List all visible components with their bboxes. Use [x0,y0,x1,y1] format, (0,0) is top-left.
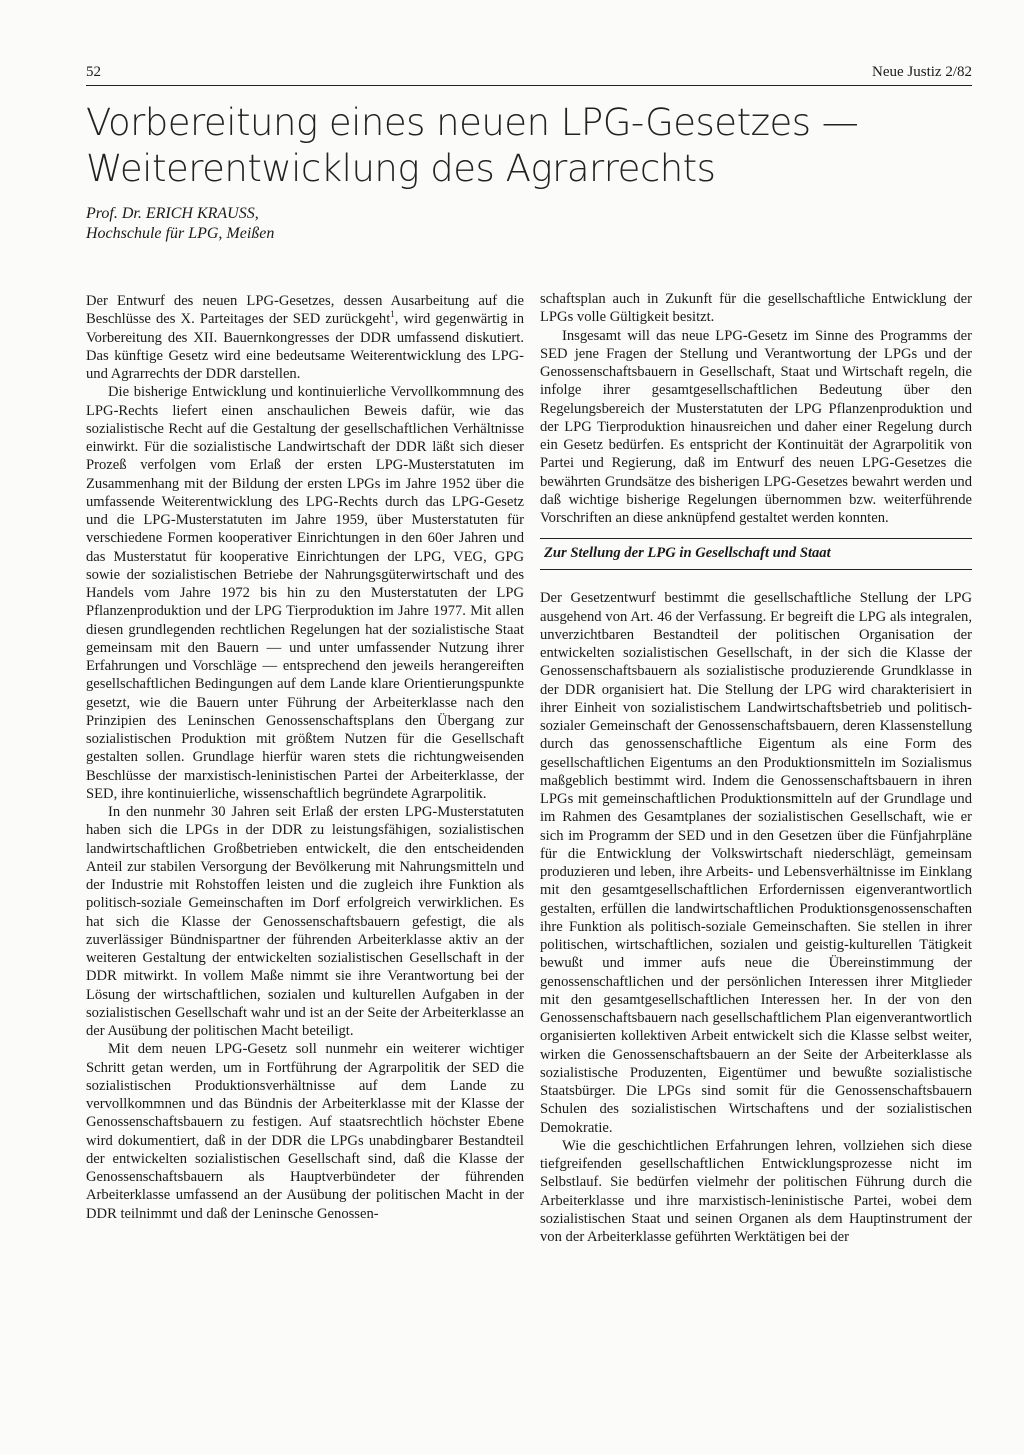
paragraph [86,292,524,383]
page-number: 52 [86,64,101,80]
author-affiliation: Hochschule für LPG, Meißen [86,225,275,242]
left-column [86,292,524,1223]
right-column [540,290,972,1246]
section-heading-block [540,538,972,570]
paragraph: Mit dem neuen LPG-Gesetz soll nunmehr ein weiterer wichtiger Schritt getan werden, um in Fortführung der Agrarpolitik der SED die sozialistischen Produktionsverhältnisse auf dem Lande zu vervollkommnen und das Bündnis der Arbeiterklasse mit der Klasse der Genossenschaftsbauern zu festigen. Auf staatsrechtlich höchster Ebene wird dokumentiert, daß in der DDR die LPGs unabdingbarer Bestandteil der entwickelten sozialistischen Gesellschaft sind, daß die Klasse der Genossenschaftsbauern als Hauptverbündeter der führenden Arbeiterklasse umfassend an der Ausübung der politischen Macht in der DDR teilnimmt und daß der Leninsche Genossen- [86,1041,524,1222]
author-block [86,204,586,244]
paragraph: Der Gesetzentwurf bestimmt die gesellschaftliche Stellung der LPG ausgehend von Art. 46 der Verfassung. Er begreift die LPG als integralen, unverzichtbaren Bestandteil der politischen Organisation der entwickelten sozialistischen Gesellschaft, in der sich die Klasse der Genossenschaftsbauern als sozialistische produzierende Grundklasse in der DDR organisiert hat. Die Stellung der LPG wird charakterisiert in ihrer Einheit von sozialistischem Landwirtschaftsbetrieb und politisch-sozialer Gemeinschaft der Genossenschaftsbauern, deren Klassenstellung durch das genossenschaftliche Eigentum als eine Form des gesellschaftlichen Eigentums an den Produktionsmitteln im Sozialismus maßgeblich bestimmt wird. Indem die Genossenschaftsbauern in ihren LPGs mit gemeinschaftlichen Produktionsmitteln auf der Grundlage und im Rahmen des Gesamtplanes der sozialistischen Gesellschaft, wie er sich im Programm der SED und in den Gesetzen über die Fünfjahrpläne für die Entwicklung der Volkswirtschaft niederschlägt, gemeinsam produzieren und leben, ihre Arbeits- und Lebensverhältnisse im Einklang mit den gesamtgesellschaftlichen Erfordernissen eigenverantwortlich gestalten, erfüllen die landwirtschaftlichen Produktionsgenossenschaften ihre Funktion als politisch-soziale Gemeinschaften. Sie stellen in ihrer politischen, wirtschaftlichen, sozialen und geistig-kulturellen Tätigkeit bewußt und immer aufs neue die Übereinstimmung der genossenschaftlichen und der persönlichen Interessen ihrer Mitglieder mit den gesamtgesellschaftlichen Interessen her. In der von den Genossenschaftsbauern nach gesellschaftlichem Plan eigenverantwortlich organisierten kollektiven Arbeit entwickelt sich die Klasse selbst weiter, wirken die Genossenschaftsbauern an der Seite der Arbeiterklasse als sozialistische Produzenten, Eigentümer und bewußte sozialistische Staatsbürger. Die LPGs sind somit für die Genossenschaftsbauern Schulen des sozialistischen Wirtschaftens und der sozialistischen Demokratie. [540,590,972,1136]
paragraph: Die bisherige Entwicklung und kontinuierliche Vervollkommnung des LPG-Rechts liefert einen anschaulichen Beweis dafür, wie das sozialistische Recht auf die Gestaltung der gesellschaftlichen Verhältnisse einwirkt. Für die sozialistische Landwirtschaft der DDR läßt sich dieser Prozeß verfolgen vom Erlaß der ersten LPG-Musterstatuten im Zusammenhang mit der Bildung der ersten LPGs im Jahre 1952 über die umfassende Weiterentwicklung des LPG-Rechts durch das LPG-Gesetz und die LPG-Musterstatuten im Jahre 1959, über Musterstatuten für verschiedene Formen kooperativer Einrichtungen in den 60er Jahren und das Musterstatut für kooperative Einrichtungen der LPG, VEG, GPG sowie der sozialistischen Betriebe der Nahrungsgüterwirtschaft und des Handels vom Jahre 1972 bis hin zu den Musterstatuten der LPG Pflanzenproduktion und der LPG Tierproduktion im Jahre 1977. Mit allen diesen grundlegenden rechtlichen Regelungen hat der sozialistische Staat gemeinsam mit den Bauern — und unter umfassender Nutzung ihrer Erfahrungen und Vorschläge — entsprechend den jeweils herangereiften gesellschaftlichen Bedingungen auf dem Lande klare Orientierungspunkte gesetzt, wie die Bauern unter Führung der Arbeiterklasse nach den Prinzipien des Leninschen Genossenschaftsplans den Übergang zur sozialistischen Produktion mit größtem Nutzen für die Gesellschaft gestalten sollen. Grundlage hierfür waren stets die richtungweisenden Beschlüsse der marxistisch-leninistischen Partei der Arbeiterklasse, der SED, ihre kontinuierliche, wissenschaftlich begründete Agrarpolitik. [86,384,524,802]
author-name: Prof. Dr. ERICH KRAUSS, [86,205,259,222]
title-line-2: Weiterentwicklung des Agrarrechts [86,147,716,190]
paragraph: In den nunmehr 30 Jahren seit Erlaß der ersten LPG-Musterstatuten haben sich die LPGs in der DDR zu leistungsfähigen, sozialistischen landwirtschaftlichen Großbetrieben entwickelt, die den entscheidenden Anteil zur stabilen Versorgung der Bevölkerung mit Nahrungsmitteln und der Industrie mit Rohstoffen leisten und die zugleich ihre Funktion als politisch-soziale Gemeinschaften im Dorf erfolgreich verwirklichen. Es hat sich die Klasse der Genossenschaftsbauern gefestigt, die als zuverlässiger Bündnispartner der führenden Arbeiterklasse aktiv an der weiteren Gestaltung der entwickelten sozialistischen Gesellschaft in der DDR mitwirkt. In vollem Maße nimmt sie ihre Verantwortung bei der Lösung der wirtschaftlichen, sozialen und kulturellen Aufgaben in der sozialistischen Gesellschaft wahr und ist an der Seite der Arbeiterklasse an der Ausübung der politischen Macht beteiligt. [86,804,524,1039]
section-rule [540,569,972,570]
footnote-marker: 1 [390,309,395,320]
section-heading: Zur Stellung der LPG in Gesellschaft und Staat [544,545,831,562]
running-header [86,60,972,84]
paragraph: Insgesamt will das neue LPG-Gesetz im Sinne des Programms der SED jene Fragen der Stellung und Verantwortung der LPGs und der Genossenschaftsbauern in Gesellschaft, Staat und Wirtschaft regeln, die infolge ihrer gesamtgesellschaftlichen Bedeutung über den Regelungsbereich der Musterstatuten der LPG Pflanzenproduktion und der LPG Tierproduktion hinausreichen und daher einer Regelung durch ein Gesetz bedürfen. Es entspricht der Kontinuität der Agrarpolitik von Partei und Regierung, daß im Entwurf des neuen LPG-Gesetzes die bewährten Grundsätze des bisherigen LPG-Gesetzes bewahrt werden und daß wichtige bisherige Regelungen übernommen bzw. weiterführende Vorschriften an diese anknüpfend gestaltet werden konnten. [540,327,972,526]
title-line-1: Vorbereitung eines neuen LPG-Gesetzes — [86,101,859,144]
paragraph-text: , wird gegenwärtig in Vorbereitung des XII. Bauernkongresses der DDR umfassend diskutiert. Das künftige Gesetz wird eine bedeutsame Weiterentwicklung des LPG- und Agrarrechts der DDR darstellen. [86,311,524,382]
article-title [86,100,972,192]
paragraph: schaftsplan auch in Zukunft für die gesellschaftliche Entwicklung der LPGs volle Gültigkeit besitzt. [540,291,972,326]
journal-issue-reference: Neue Justiz 2/82 [872,64,972,80]
paragraph: Wie die geschichtlichen Erfahrungen lehren, vollziehen sich diese tiefgreifenden gesellschaftlichen Entwicklungsprozesse nicht im Selbstlauf. Sie bedürfen vielmehr der politischen Führung durch die Arbeiterklasse und ihre marxistisch-leninistische Partei, wobei dem sozialistischen Staat und seinen Organen als dem Hauptinstrument der von der Arbeiterklasse geführten Werktätigen bei der [540,1137,972,1245]
header-rule [86,85,972,86]
paragraph-text: Der Entwurf des neuen LPG-Gesetzes, dessen Ausarbeitung auf die Beschlüsse des X. Parteitages der SED zurückgeht [86,293,524,328]
